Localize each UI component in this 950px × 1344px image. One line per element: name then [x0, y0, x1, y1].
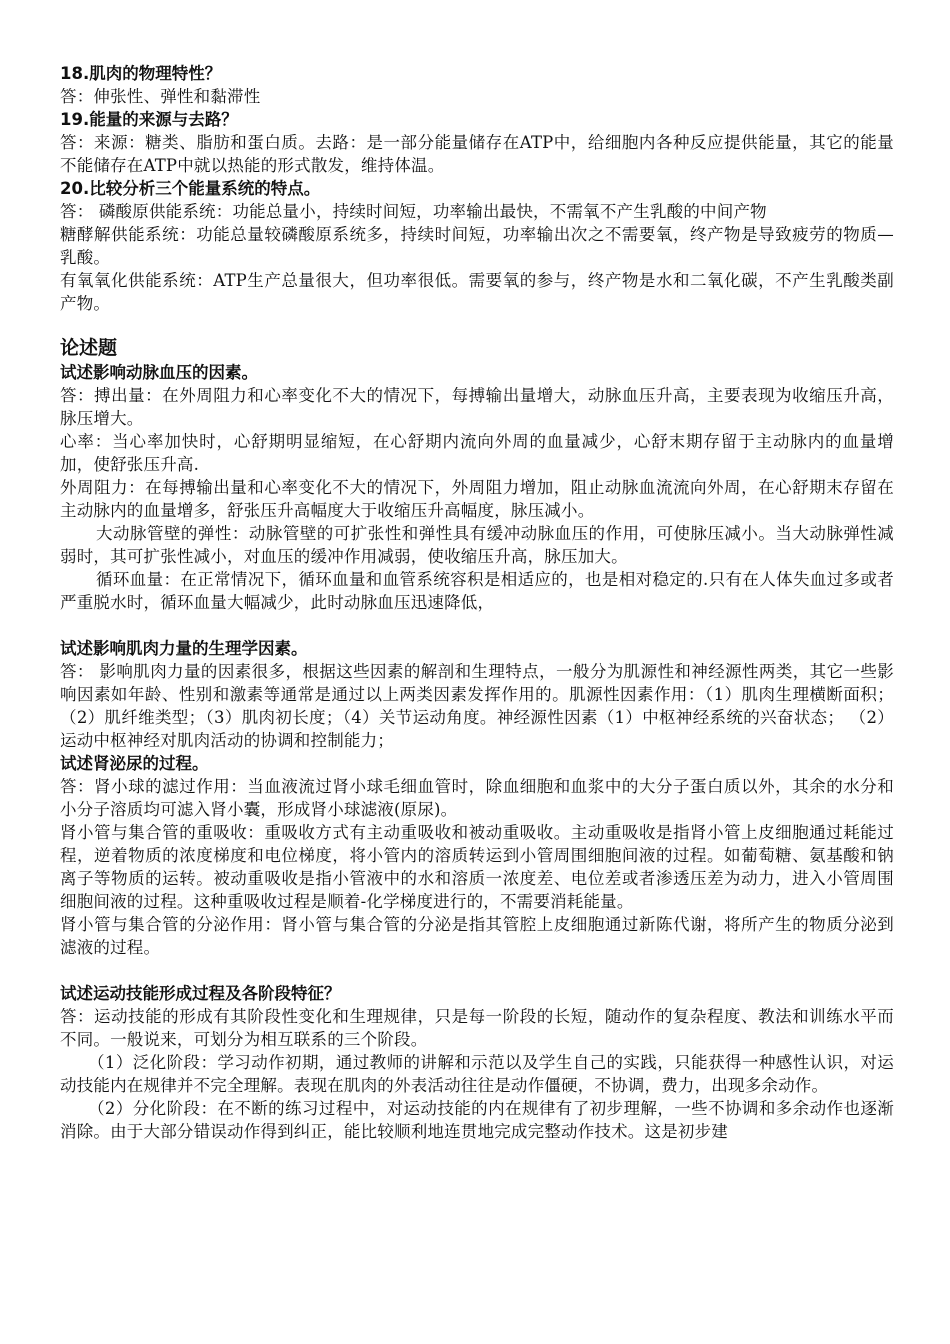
essay-3-reabsorption: 肾小管与集合管的重吸收：重吸收方式有主动重吸收和被动重吸收。主动重吸收是指肾小管上皮细胞通过耗能过程，逆着物质的浓度梯度和电位梯度，将小管内的溶质转运到小管周围细胞间液的过程。如葡萄糖、氨基酸和钠离子等物质的运转。被动重吸收是指小管液中的水和溶质一浓度差、电位差或者渗透压差为动力，进入小管周围细胞间液的过程。这种重吸收过程是顺着-化学梯度进行的，不需要消耗能量。 [60, 823, 894, 911]
essay-section-heading: 论述题 [60, 337, 118, 359]
essay-2-answer: 答： 影响肌肉力量的因素很多，根据这些因素的解剖和生理特点，一般分为肌源性和神经源性两类，其它一些影响因素如年龄、性别和激素等通常是通过以上两类因素发挥作用的。肌源性因素作用：（1）肌肉生理横断面积；（2）肌纤维类型；（3）肌肉初长度；（4）关节运动角度。神经源性因素（1）中枢神经系统的兴奋状态； （2）运动中枢神经对肌肉活动的协调和控制能力； [60, 662, 894, 750]
essay-1-aortic-elasticity: 大动脉管壁的弹性：动脉管壁的可扩张性和弹性具有缓冲动脉血压的作用，可使脉压减小。当大动脉弹性减弱时，其可扩张性减小，对血压的缓冲作用减弱，使收缩压升高，脉压加大。 [60, 524, 894, 566]
essay-1-peripheral-resistance: 外周阻力：在每搏输出量和心率变化不大的情况下，外周阻力增加，阻止动脉血流流向外周，在心舒期末存留在主动脉内的血量增多，舒张压升高幅度大于收缩压升高幅度，脉压减小。 [60, 478, 894, 520]
spacer [60, 614, 894, 637]
essay-3-filtration: 答：肾小球的滤过作用：当血液流过肾小球毛细血管时，除血细胞和血浆中的大分子蛋白质以外，其余的水分和小分子溶质均可滤入肾小囊，形成肾小球滤液(原尿)。 [60, 777, 894, 819]
question-18-title: 18.肌肉的物理特性？ [60, 64, 222, 83]
essay-3-title: 试述肾泌尿的过程。 [60, 754, 209, 773]
essay-3-secretion: 肾小管与集合管的分泌作用：肾小管与集合管的分泌是指其管腔上皮细胞通过新陈代谢，将所产生的物质分泌到滤液的过程。 [60, 915, 894, 957]
essay-1-title: 试述影响动脉血压的因素。 [60, 363, 258, 382]
essay-1-blood-volume: 循环血量：在正常情况下，循环血量和血管系统容积是相适应的，也是相对稳定的.只有在人体失血过多或者严重脱水时，循环血量大幅减少，此时动脉血压迅速降低， [60, 570, 894, 612]
answer-18: 答：伸张性、弹性和黏滞性 [60, 87, 261, 106]
essay-1-heart-rate: 心率：当心率加快时，心舒期明显缩短，在心舒期内流向外周的血量减少，心舒末期存留于主动脉内的血量增加，使舒张压升高. [60, 432, 894, 474]
essay-4-intro: 答：运动技能的形成有其阶段性变化和生理规律，只是每一阶段的长短，随动作的复杂程度、教法和训练水平而不同。一般说来，可划分为相互联系的三个阶段。 [60, 1007, 894, 1049]
answer-20-aerobic: 有氧氧化供能系统：ATP生产总量很大，但功率很低。需要氧的参与，终产物是水和二氧化碳，不产生乳酸类副产物。 [60, 271, 894, 313]
document-page [60, 62, 894, 1143]
question-19-title: 19.能量的来源与去路？ [60, 110, 238, 129]
essay-4-generalization-stage: （1）泛化阶段：学习动作初期，通过教师的讲解和示范以及学生自己的实践，只能获得一种感性认识，对运动技能内在规律并不完全理解。表现在肌肉的外表活动往往是动作僵硬，不协调，费力，出现多余动作。 [60, 1053, 894, 1095]
essay-1-stroke-volume: 答：搏出量：在外周阻力和心率变化不大的情况下，每搏输出量增大，动脉血压升高，主要表现为收缩压升高，脉压增大。 [60, 386, 894, 428]
essay-4-differentiation-stage: （2）分化阶段：在不断的练习过程中，对运动技能的内在规律有了初步理解，一些不协调和多余动作也逐渐消除。由于大部分错误动作得到纠正，能比较顺利地连贯地完成完整动作技术。这是初步建 [60, 1099, 894, 1141]
essay-2-title: 试述影响肌肉力量的生理学因素。 [60, 639, 308, 658]
answer-20-phosphagen: 答： 磷酸原供能系统：功能总量小，持续时间短，功率输出最快，不需氧不产生乳酸的中间产物 [60, 202, 767, 221]
question-20-title: 20.比较分析三个能量系统的特点。 [60, 179, 321, 198]
answer-19: 答：来源：糖类、脂肪和蛋白质。去路：是一部分能量储存在ATP中，给细胞内各种反应提供能量，其它的能量不能储存在ATP中就以热能的形式散发，维持体温。 [60, 133, 894, 175]
answer-20-glycolytic: 糖酵解供能系统：功能总量较磷酸原系统多，持续时间短，功率输出次之不需要氧，终产物是导致疲劳的物质—乳酸。 [60, 225, 894, 267]
essay-4-title: 试述运动技能形成过程及各阶段特征？ [60, 984, 341, 1003]
spacer [60, 959, 894, 982]
